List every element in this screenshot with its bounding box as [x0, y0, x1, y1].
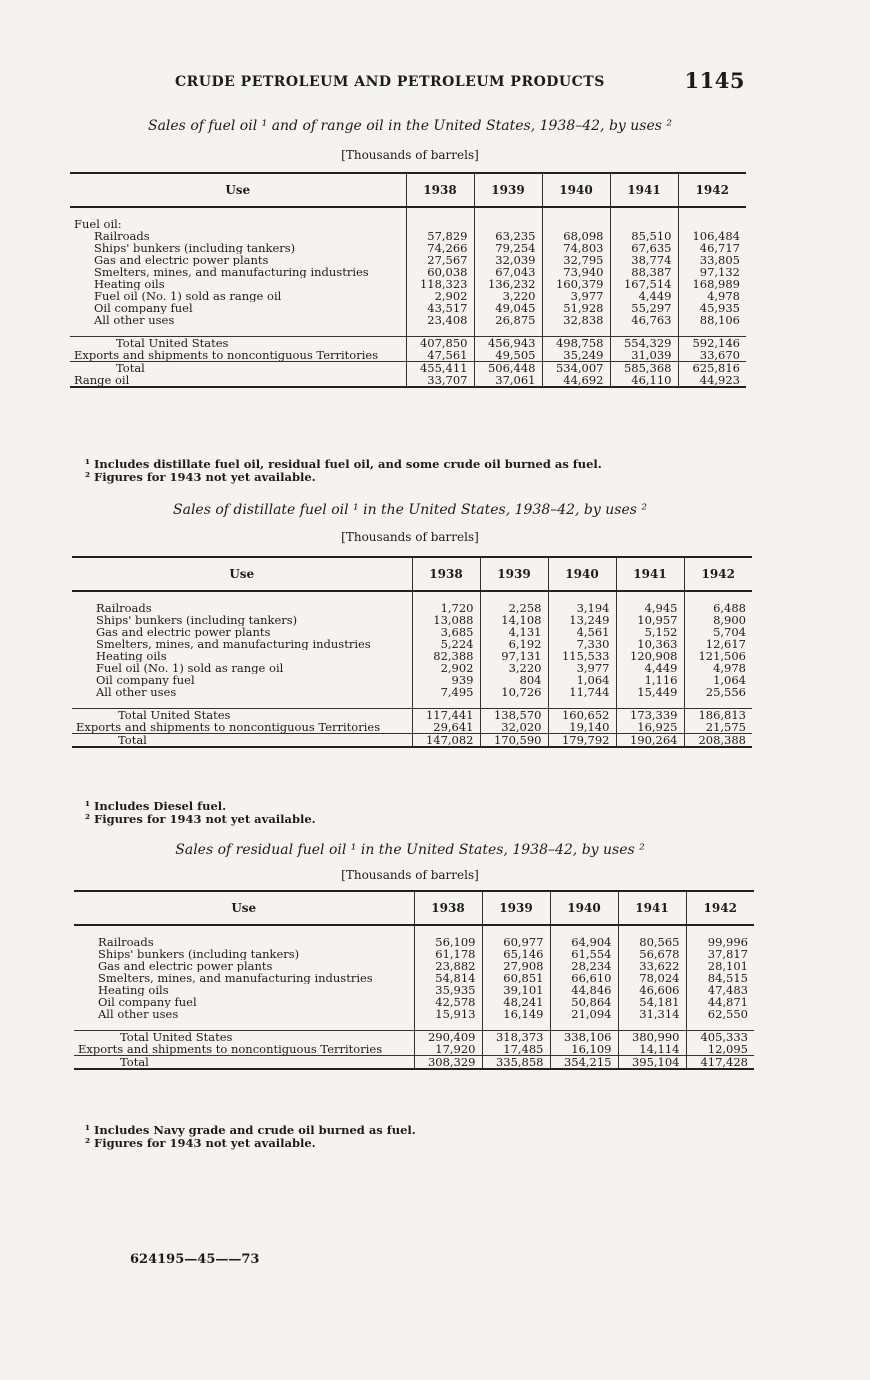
- row-label: Total United States: [74, 1031, 414, 1044]
- table-row: [72, 734, 752, 748]
- cell-value: 33,707: [406, 374, 474, 387]
- cell-value: 44,871: [686, 996, 754, 1008]
- cell-value: 10,726: [480, 686, 548, 698]
- cell-value: 534,007: [542, 362, 610, 375]
- cell-value: 32,020: [480, 721, 548, 734]
- cell-value: 3,194: [548, 602, 616, 614]
- cell-value: 7,330: [548, 638, 616, 650]
- footnote: ¹ Includes distillate fuel oil, residual fuel oil, and some crude oil burned as fuel.: [85, 457, 602, 471]
- table-row: [72, 686, 752, 698]
- cell-value: 97,131: [480, 650, 548, 662]
- cell-value: 32,838: [542, 314, 610, 326]
- table-row: [74, 1008, 754, 1020]
- footnote: ² Figures for 1943 not yet available.: [85, 1136, 316, 1150]
- cell-value: 66,610: [550, 972, 618, 984]
- cell-value: 115,533: [548, 650, 616, 662]
- row-label: Fuel oil (No. 1) sold as range oil: [96, 662, 284, 674]
- row-label: All other uses: [94, 314, 175, 326]
- cell-value: 12,617: [684, 638, 752, 650]
- cell-value: 4,978: [684, 662, 752, 674]
- cell-value: 160,379: [542, 278, 610, 290]
- cell-value: 585,368: [610, 362, 678, 375]
- cell-value: 354,215: [550, 1056, 618, 1070]
- row-label: Total United States: [70, 337, 406, 350]
- table-row: [70, 374, 746, 387]
- cell-value: 51,928: [542, 302, 610, 314]
- cell-value: 46,763: [610, 314, 678, 326]
- cell-value: 38,774: [610, 254, 678, 266]
- row-label: Railroads: [98, 936, 154, 948]
- cell-value: 35,249: [542, 349, 610, 362]
- column-header: Use: [74, 891, 414, 925]
- table-residual-fuel-oil: [74, 890, 754, 1070]
- cell-value: 380,990: [618, 1031, 686, 1044]
- cell-value: 16,109: [550, 1043, 618, 1056]
- cell-value: 147,082: [412, 734, 480, 748]
- footnote: ¹ Includes Diesel fuel.: [85, 799, 227, 813]
- cell-value: 121,506: [684, 650, 752, 662]
- cell-value: 28,101: [686, 960, 754, 972]
- cell-value: 21,094: [550, 1008, 618, 1020]
- cell-value: 170,590: [480, 734, 548, 748]
- cell-value: 50,864: [550, 996, 618, 1008]
- cell-value: 33,805: [678, 254, 746, 266]
- cell-value: 45,935: [678, 302, 746, 314]
- row-label: Fuel oil (No. 1) sold as range oil: [94, 290, 282, 302]
- cell-value: 4,131: [480, 626, 548, 638]
- row-label: Gas and electric power plants: [94, 254, 269, 266]
- table-3-title: Sales of residual fuel oil ¹ in the United States, 1938–42, by uses ²: [175, 842, 645, 858]
- cell-value: 60,038: [406, 266, 474, 278]
- cell-value: 47,483: [686, 984, 754, 996]
- cell-value: 60,977: [482, 936, 550, 948]
- cell-value: 63,235: [474, 230, 542, 242]
- cell-value: 11,744: [548, 686, 616, 698]
- column-header: 1940: [548, 557, 616, 591]
- footnote: ² Figures for 1943 not yet available.: [85, 470, 316, 484]
- row-label: Gas and electric power plants: [96, 626, 271, 638]
- cell-value: 65,146: [482, 948, 550, 960]
- cell-value: 498,758: [542, 337, 610, 350]
- row-label: Exports and shipments to noncontiguous Territories: [76, 721, 381, 734]
- row-label: Railroads: [96, 602, 152, 614]
- cell-value: 33,670: [678, 349, 746, 362]
- cell-value: 79,254: [474, 242, 542, 254]
- cell-value: 85,510: [610, 230, 678, 242]
- cell-value: 44,692: [542, 374, 610, 387]
- cell-value: 46,606: [618, 984, 686, 996]
- cell-value: 64,904: [550, 936, 618, 948]
- column-header: 1942: [684, 557, 752, 591]
- cell-value: 455,411: [406, 362, 474, 375]
- row-label: All other uses: [98, 1008, 179, 1020]
- cell-value: 46,717: [678, 242, 746, 254]
- column-header: 1938: [412, 557, 480, 591]
- row-label: Total: [70, 362, 406, 375]
- cell-value: 15,449: [616, 686, 684, 698]
- cell-value: 99,996: [686, 936, 754, 948]
- column-header: 1939: [480, 557, 548, 591]
- cell-value: 592,146: [678, 337, 746, 350]
- cell-value: 2,902: [412, 662, 480, 674]
- cell-value: 12,095: [686, 1043, 754, 1056]
- cell-value: 3,685: [412, 626, 480, 638]
- cell-value: 14,114: [618, 1043, 686, 1056]
- cell-value: 338,106: [550, 1031, 618, 1044]
- cell-value: 33,622: [618, 960, 686, 972]
- cell-value: 13,249: [548, 614, 616, 626]
- table-1-title: Sales of fuel oil ¹ and of range oil in the United States, 1938–42, by uses ²: [147, 118, 673, 134]
- cell-value: 625,816: [678, 362, 746, 375]
- row-label: Heating oils: [94, 278, 165, 290]
- print-imprint: 624195—45——73: [130, 1252, 260, 1267]
- cell-value: 23,408: [406, 314, 474, 326]
- cell-value: 939: [412, 674, 480, 686]
- cell-value: 61,554: [550, 948, 618, 960]
- running-head-title: CRUDE PETROLEUM AND PETROLEUM PRODUCTS: [175, 74, 605, 90]
- row-label: Range oil: [70, 374, 406, 387]
- footnote: ² Figures for 1943 not yet available.: [85, 812, 316, 826]
- cell-value: 14,108: [480, 614, 548, 626]
- cell-value: 1,064: [684, 674, 752, 686]
- table-1-unit: [Thousands of barrels]: [341, 148, 479, 162]
- column-header: Use: [72, 557, 412, 591]
- row-label: Ships' bunkers (including tankers): [96, 614, 298, 626]
- cell-value: 48,241: [482, 996, 550, 1008]
- cell-value: 3,220: [474, 290, 542, 302]
- column-header: 1941: [616, 557, 684, 591]
- column-header: 1939: [474, 173, 542, 207]
- table-row: [74, 1043, 754, 1056]
- cell-value: 308,329: [414, 1056, 482, 1070]
- cell-value: 5,152: [616, 626, 684, 638]
- cell-value: 21,575: [684, 721, 752, 734]
- cell-value: 118,323: [406, 278, 474, 290]
- cell-value: 15,913: [414, 1008, 482, 1020]
- cell-value: 49,045: [474, 302, 542, 314]
- cell-value: 78,024: [618, 972, 686, 984]
- column-header: 1938: [406, 173, 474, 207]
- cell-value: 8,900: [684, 614, 752, 626]
- cell-value: 318,373: [482, 1031, 550, 1044]
- cell-value: 4,561: [548, 626, 616, 638]
- cell-value: 173,339: [616, 709, 684, 722]
- column-header: 1940: [542, 173, 610, 207]
- cell-value: 4,945: [616, 602, 684, 614]
- cell-value: 117,441: [412, 709, 480, 722]
- cell-value: 5,224: [412, 638, 480, 650]
- column-header: 1941: [618, 891, 686, 925]
- table-fuel-oil: [70, 172, 746, 388]
- cell-value: 554,329: [610, 337, 678, 350]
- cell-value: 47,561: [406, 349, 474, 362]
- cell-value: 160,652: [548, 709, 616, 722]
- cell-value: 49,505: [474, 349, 542, 362]
- column-header: 1938: [414, 891, 482, 925]
- cell-value: 208,388: [684, 734, 752, 748]
- column-header: Use: [70, 173, 406, 207]
- cell-value: 6,488: [684, 602, 752, 614]
- cell-value: 39,101: [482, 984, 550, 996]
- cell-value: 1,116: [616, 674, 684, 686]
- table-row: [74, 1056, 754, 1070]
- row-label: Oil company fuel: [94, 302, 193, 314]
- table-row: [70, 349, 746, 362]
- row-label: Smelters, mines, and manufacturing industries: [94, 266, 369, 278]
- cell-value: 136,232: [474, 278, 542, 290]
- row-label: All other uses: [96, 686, 177, 698]
- cell-value: 35,935: [414, 984, 482, 996]
- table-3-notes: [85, 1124, 416, 1150]
- cell-value: 2,258: [480, 602, 548, 614]
- row-label: Ships' bunkers (including tankers): [98, 948, 300, 960]
- table-row: [72, 721, 752, 734]
- cell-value: 5,704: [684, 626, 752, 638]
- cell-value: 74,266: [406, 242, 474, 254]
- row-label: Exports and shipments to noncontiguous Territories: [74, 349, 379, 362]
- row-label: Railroads: [94, 230, 150, 242]
- cell-value: 46,110: [610, 374, 678, 387]
- cell-value: 32,039: [474, 254, 542, 266]
- row-label: Oil company fuel: [98, 996, 197, 1008]
- cell-value: 4,978: [678, 290, 746, 302]
- cell-value: 1,720: [412, 602, 480, 614]
- cell-value: 335,858: [482, 1056, 550, 1070]
- cell-value: 44,923: [678, 374, 746, 387]
- table-1-notes: [85, 458, 602, 484]
- cell-value: 42,578: [414, 996, 482, 1008]
- cell-value: 106,484: [678, 230, 746, 242]
- cell-value: 167,514: [610, 278, 678, 290]
- cell-value: 60,851: [482, 972, 550, 984]
- row-label: Total: [72, 734, 412, 748]
- cell-value: 7,495: [412, 686, 480, 698]
- cell-value: 1,064: [548, 674, 616, 686]
- cell-value: 82,388: [412, 650, 480, 662]
- cell-value: 10,957: [616, 614, 684, 626]
- row-label: Smelters, mines, and manufacturing industries: [96, 638, 371, 650]
- cell-value: 37,817: [686, 948, 754, 960]
- cell-value: 407,850: [406, 337, 474, 350]
- cell-value: 506,448: [474, 362, 542, 375]
- cell-value: 56,109: [414, 936, 482, 948]
- cell-value: 23,882: [414, 960, 482, 972]
- cell-value: 97,132: [678, 266, 746, 278]
- cell-value: 37,061: [474, 374, 542, 387]
- cell-value: 67,043: [474, 266, 542, 278]
- footnote: ¹ Includes Navy grade and crude oil burned as fuel.: [85, 1123, 416, 1137]
- cell-value: 27,908: [482, 960, 550, 972]
- cell-value: 62,550: [686, 1008, 754, 1020]
- table-2-title: Sales of distillate fuel oil ¹ in the United States, 1938–42, by uses ²: [173, 502, 647, 518]
- cell-value: 10,363: [616, 638, 684, 650]
- cell-value: 28,234: [550, 960, 618, 972]
- cell-value: 31,314: [618, 1008, 686, 1020]
- row-label: Gas and electric power plants: [98, 960, 273, 972]
- cell-value: 68,098: [542, 230, 610, 242]
- cell-value: 4,449: [616, 662, 684, 674]
- column-header: 1941: [610, 173, 678, 207]
- cell-value: 168,989: [678, 278, 746, 290]
- table-2-unit: [Thousands of barrels]: [341, 530, 479, 544]
- cell-value: 2,902: [406, 290, 474, 302]
- cell-value: 56,678: [618, 948, 686, 960]
- cell-value: 25,556: [684, 686, 752, 698]
- row-label: Heating oils: [98, 984, 169, 996]
- cell-value: 74,803: [542, 242, 610, 254]
- table-row: [70, 314, 746, 326]
- column-header: 1942: [678, 173, 746, 207]
- cell-value: 17,485: [482, 1043, 550, 1056]
- row-label: Fuel oil:: [74, 218, 122, 230]
- cell-value: 67,635: [610, 242, 678, 254]
- cell-value: 88,106: [678, 314, 746, 326]
- row-label: Smelters, mines, and manufacturing industries: [98, 972, 373, 984]
- row-label: Oil company fuel: [96, 674, 195, 686]
- cell-value: 3,977: [548, 662, 616, 674]
- cell-value: 138,570: [480, 709, 548, 722]
- cell-value: 54,181: [618, 996, 686, 1008]
- cell-value: 4,449: [610, 290, 678, 302]
- cell-value: 19,140: [548, 721, 616, 734]
- cell-value: 3,977: [542, 290, 610, 302]
- cell-value: 186,813: [684, 709, 752, 722]
- row-label: Exports and shipments to noncontiguous Territories: [78, 1043, 383, 1056]
- cell-value: 6,192: [480, 638, 548, 650]
- row-label: Heating oils: [96, 650, 167, 662]
- cell-value: 26,875: [474, 314, 542, 326]
- cell-value: 16,149: [482, 1008, 550, 1020]
- cell-value: 395,104: [618, 1056, 686, 1070]
- cell-value: 16,925: [616, 721, 684, 734]
- cell-value: 54,814: [414, 972, 482, 984]
- table-2-notes: [85, 800, 316, 826]
- column-header: 1940: [550, 891, 618, 925]
- cell-value: 27,567: [406, 254, 474, 266]
- cell-value: 55,297: [610, 302, 678, 314]
- cell-value: 32,795: [542, 254, 610, 266]
- cell-value: 17,920: [414, 1043, 482, 1056]
- cell-value: 3,220: [480, 662, 548, 674]
- row-label: Total: [74, 1056, 414, 1070]
- cell-value: 190,264: [616, 734, 684, 748]
- row-label: Ships' bunkers (including tankers): [94, 242, 296, 254]
- row-label: Total United States: [72, 709, 412, 722]
- table-distillate-fuel-oil: [72, 556, 752, 748]
- cell-value: 120,908: [616, 650, 684, 662]
- cell-value: 31,039: [610, 349, 678, 362]
- cell-value: 456,943: [474, 337, 542, 350]
- cell-value: 44,846: [550, 984, 618, 996]
- cell-value: 804: [480, 674, 548, 686]
- cell-value: 43,517: [406, 302, 474, 314]
- cell-value: 73,940: [542, 266, 610, 278]
- cell-value: 405,333: [686, 1031, 754, 1044]
- cell-value: 29,641: [412, 721, 480, 734]
- cell-value: 61,178: [414, 948, 482, 960]
- column-header: 1942: [686, 891, 754, 925]
- cell-value: 57,829: [406, 230, 474, 242]
- cell-value: 13,088: [412, 614, 480, 626]
- cell-value: 84,515: [686, 972, 754, 984]
- table-3-unit: [Thousands of barrels]: [341, 868, 479, 882]
- page-number: 1145: [684, 68, 745, 93]
- running-head: [175, 68, 745, 93]
- cell-value: 290,409: [414, 1031, 482, 1044]
- cell-value: 88,387: [610, 266, 678, 278]
- cell-value: 179,792: [548, 734, 616, 748]
- column-header: 1939: [482, 891, 550, 925]
- cell-value: 80,565: [618, 936, 686, 948]
- cell-value: 417,428: [686, 1056, 754, 1070]
